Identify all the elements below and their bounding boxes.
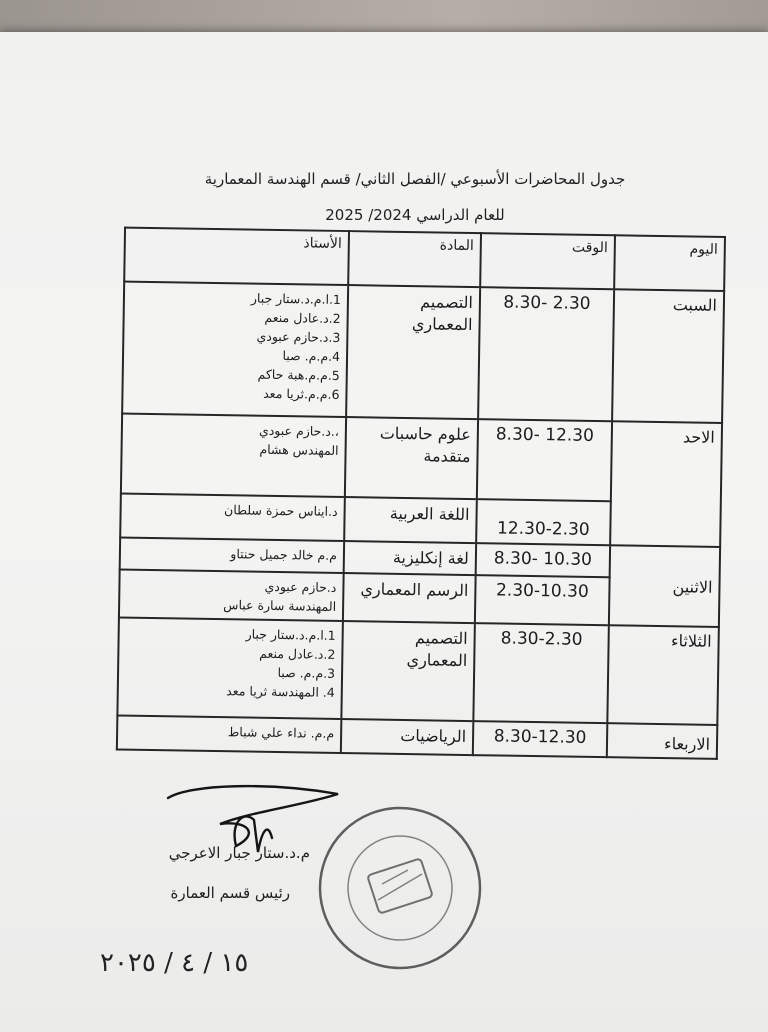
subject-line: اللغة العربية	[389, 503, 470, 525]
time-cell: 8.30-12.30	[473, 721, 608, 757]
instructor-line: 3.د.حازم عبودي	[256, 328, 341, 345]
instructor-cell	[119, 570, 344, 622]
instructor-line: ،.د.حازم عبودي	[258, 422, 340, 439]
instructor-cell	[117, 618, 343, 720]
subject-line: لغة إنكليزية	[392, 547, 470, 569]
day-cell: السبت	[612, 289, 724, 423]
subject-cell	[345, 417, 478, 499]
header-time: الوقت	[480, 233, 615, 289]
subject-line: الرسم المعماري	[360, 579, 469, 600]
subject-line: التصميم	[414, 628, 468, 648]
time-cell: 8.30- 2.30	[478, 287, 614, 421]
header-instructor: الأستاذ	[124, 228, 349, 286]
instructor-line: 5.م.م.هبة حاكم	[257, 366, 340, 383]
header-day: اليوم	[614, 235, 725, 291]
instructor-cell	[120, 494, 345, 542]
academic-year: للعام الدراسي 2024/ 2025	[325, 206, 505, 224]
instructor-cell	[121, 414, 346, 498]
time-cell: 8.30- 10.30	[476, 543, 610, 577]
instructor-line: المهندس هشام	[259, 441, 339, 458]
subject-cell	[341, 621, 475, 721]
subject-line: المعماري	[406, 650, 468, 670]
time-cell: 12.30-2.30	[476, 499, 611, 545]
subject-cell	[341, 719, 474, 755]
instructor-line: 1.ا.م.د.ستار جبار	[250, 290, 342, 307]
instructor-line: 4. المهندسة ثريا معد	[226, 683, 335, 700]
subject-line: المعماري	[411, 314, 473, 335]
time-cell: 2.30-10.30	[475, 575, 610, 625]
instructor-cell	[120, 538, 344, 574]
subject-line: متقدمة	[423, 446, 471, 467]
official-stamp	[312, 800, 488, 976]
subject-line: الرياضيات	[400, 725, 467, 746]
instructor-line: د.حازم عبودي	[264, 578, 337, 595]
table-header-row	[124, 228, 725, 291]
instructor-line: 2.د.عادل منعم	[264, 309, 341, 326]
table-row	[122, 282, 724, 423]
subject-cell	[346, 285, 480, 419]
instructor-line: 2.د.عادل منعم	[259, 645, 336, 662]
instructor-line: 4.م.م. صبا	[282, 348, 341, 364]
day-cell: الاحد	[610, 421, 722, 547]
subject-cell	[344, 541, 476, 575]
time-cell: 8.30-2.30	[473, 623, 609, 723]
subject-cell	[344, 497, 477, 543]
instructor-line: 3.م.م. صبا	[277, 665, 336, 681]
subject-line: التصميم	[420, 292, 474, 313]
subject-cell	[343, 573, 476, 623]
document-title: جدول المحاضرات الأسبوعي /الفصل الثاني/ قسم الهندسة المعمارية	[204, 170, 626, 188]
day-cell: الاربعاء	[607, 723, 718, 759]
instructor-line: 6.م.م.ثريا معد	[263, 385, 340, 402]
signatory-name: م.د.ستار جبار الاعرجي	[168, 844, 310, 862]
handwritten-date: ١٥ / ٤ / ٢٠٢٥	[100, 948, 249, 978]
table-row	[117, 618, 718, 725]
day-cell: الاثنين	[609, 545, 720, 627]
instructor-line: د.ايناس حمزة سلطان	[223, 502, 338, 519]
instructor-line: المهندسة سارة عباس	[223, 597, 337, 614]
time-cell: 8.30- 12.30	[477, 419, 612, 501]
signatory-role: رئيس قسم العمارة	[170, 884, 290, 902]
header-subject: المادة	[348, 231, 481, 287]
instructor-line: م.م خالد جميل حنتاو	[230, 546, 338, 563]
instructor-cell	[117, 715, 342, 753]
instructor-line: 1.ا.م.د.ستار جبار	[245, 626, 336, 643]
subject-line: علوم حاسبات	[379, 423, 471, 445]
schedule-table	[116, 227, 726, 760]
instructor-line: م.م. نداء علي شباط	[227, 724, 335, 741]
instructor-cell	[122, 282, 348, 418]
table-row	[121, 414, 722, 503]
day-cell: الثلاثاء	[607, 625, 719, 725]
